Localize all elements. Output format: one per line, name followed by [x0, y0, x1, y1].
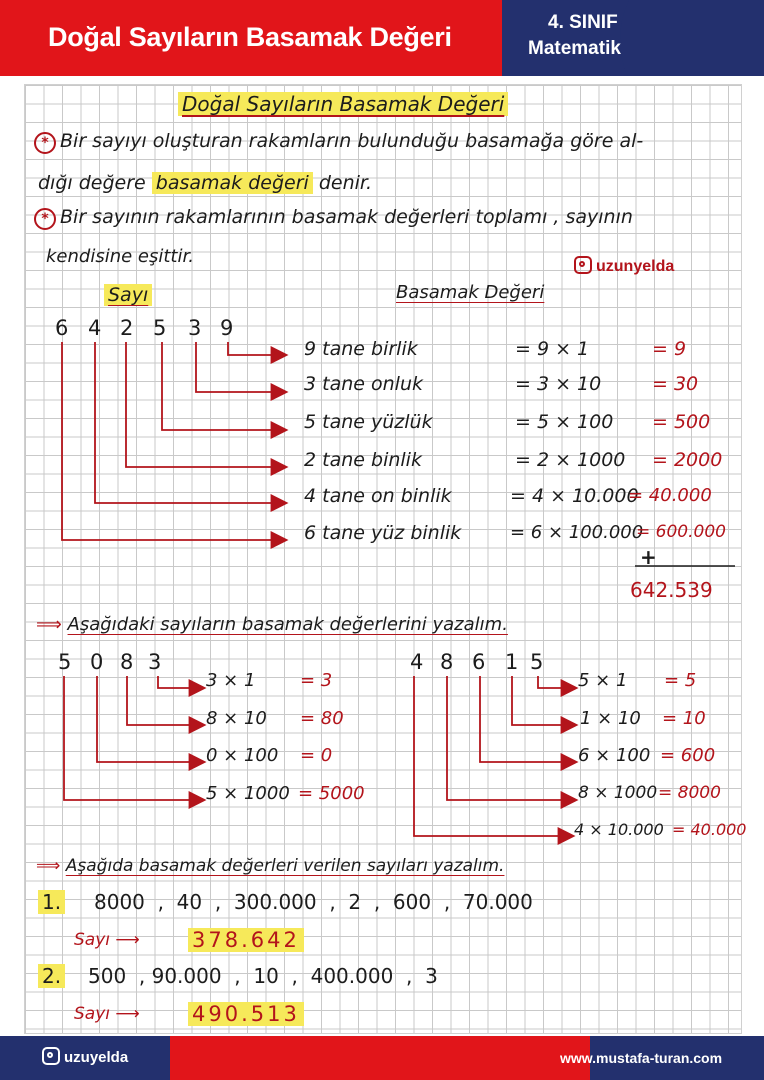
instagram-handle-text: uzunyelda [596, 258, 675, 275]
example-digit: 4 [88, 316, 102, 340]
left-row-value: = 0 [300, 745, 333, 766]
row-place: onluk [371, 373, 424, 395]
question-1-number: 1. [38, 890, 65, 914]
row-word: tane [322, 485, 365, 507]
rule-1-text-a: Bir sayıyı oluşturan rakamların bulunduğu basamağa göre al- [60, 130, 644, 152]
question-2-label [38, 964, 65, 988]
footer-handle[interactable] [42, 1047, 128, 1066]
asterisk-icon: * [34, 132, 56, 154]
row-place: binlik [371, 449, 422, 471]
rule-2-text-a: Bir sayının rakamlarının basamak değerleri toplamı , sayının [60, 206, 633, 228]
section-2-title-text: Aşağıdaki sayıların basamak değerlerini yazalım. [67, 614, 508, 635]
notebook-heading [178, 92, 508, 116]
sum-total: 642.539 [630, 578, 713, 602]
row-expression: = 4 × 10.000 [510, 485, 639, 507]
example-digit: 5 [153, 316, 167, 340]
example-row [304, 522, 461, 544]
example-row [304, 411, 433, 433]
row-word: tane [322, 449, 365, 471]
grade-label: 4. SINIF [548, 12, 618, 33]
answer-label: Sayı [74, 930, 110, 950]
question-1-answer [188, 928, 304, 952]
rule-2-line-2: kendisine eşittir. [46, 246, 194, 267]
instagram-icon [574, 256, 592, 274]
plus-sign: + [640, 545, 657, 569]
left-row-value: = 5000 [298, 783, 365, 804]
row-word: tane [322, 373, 365, 395]
footer-stripe [170, 1036, 590, 1080]
section-3-title-text: Aşağıda basamak değerleri verilen sayıları yazalım. [65, 856, 505, 876]
row-value: = 500 [652, 411, 711, 433]
question-1-answer-text: 378.642 [188, 928, 304, 952]
right-digit: 6 [472, 650, 486, 674]
left-row-expression: 3 × 1 [206, 670, 256, 691]
example-digit: 6 [55, 316, 69, 340]
rule-1-text-b-pre: dığı değere [38, 172, 146, 194]
row-value: = 40.000 [628, 485, 712, 506]
row-place: yüzlük [371, 411, 433, 433]
right-row-expression: 4 × 10.000 [574, 820, 664, 839]
instagram-icon [42, 1047, 60, 1065]
right-row-value: = 5 [664, 670, 697, 691]
question-2-number: 2. [38, 964, 65, 988]
section-3-title [36, 856, 504, 876]
row-count: 3 [304, 373, 317, 395]
row-count: 5 [304, 411, 317, 433]
row-expression: = 2 × 1000 [515, 449, 626, 471]
row-value: = 30 [652, 373, 699, 395]
right-row-value: = 8000 [658, 783, 721, 803]
example-digit: 2 [120, 316, 134, 340]
section-2-title [36, 614, 508, 635]
arrow-icon: ⟹ [36, 856, 61, 876]
right-row-expression: 6 × 100 [578, 745, 651, 766]
row-expression: = 3 × 10 [515, 373, 602, 395]
question-2-answer-row [74, 1004, 140, 1024]
asterisk-icon: * [34, 208, 56, 230]
left-row-value: = 80 [300, 708, 344, 729]
row-count: 9 [304, 338, 317, 360]
row-expression: = 5 × 100 [515, 411, 614, 433]
row-word: tane [322, 338, 365, 360]
left-row-expression: 8 × 10 [206, 708, 267, 729]
row-count: 2 [304, 449, 317, 471]
notebook-heading-text: Doğal Sayıların Basamak Değeri [178, 92, 508, 116]
arrow-icon: ⟹ [36, 614, 62, 635]
question-2-answer [188, 1002, 304, 1026]
question-2-values: 500 , 90.000 , 10 , 400.000 , 3 [88, 964, 438, 988]
left-digit: 8 [120, 650, 134, 674]
row-expression: = 9 × 1 [515, 338, 590, 360]
row-word: tane [322, 411, 365, 433]
rule-2-line-1 [34, 206, 633, 230]
rule-1-text-b-post: denir. [318, 172, 373, 194]
question-2-answer-text: 490.513 [188, 1002, 304, 1026]
right-row-value: = 10 [662, 708, 706, 729]
left-row-value: = 3 [300, 670, 333, 691]
grade-badge-curve [620, 0, 764, 76]
row-value: = 9 [652, 338, 687, 360]
right-row-value: = 600 [660, 745, 716, 766]
right-row-expression: 1 × 10 [580, 708, 641, 729]
example-row [304, 449, 422, 471]
column-header-basamak-text: Basamak Değeri [396, 282, 545, 303]
arrow-right-icon: ⟶ [115, 930, 140, 950]
row-place: yüz binlik [371, 522, 462, 544]
instagram-handle [574, 256, 674, 276]
rule-1-line-2 [38, 172, 372, 194]
left-row-expression: 0 × 100 [206, 745, 279, 766]
left-digit: 3 [148, 650, 162, 674]
answer-label: Sayı [74, 1004, 110, 1024]
footer-handle-text: uzuyelda [64, 1049, 129, 1066]
example-row [304, 485, 452, 507]
right-row-value: = 40.000 [672, 820, 747, 839]
arrow-right-icon: ⟶ [115, 1004, 140, 1024]
column-header-sayi [104, 284, 152, 306]
rule-1-term: basamak değeri [152, 172, 313, 194]
page-title: Doğal Sayıların Basamak Değeri [48, 22, 452, 52]
right-digit: 8 [440, 650, 454, 674]
row-word: tane [322, 522, 365, 544]
example-row [304, 373, 423, 395]
question-1-answer-row [74, 930, 140, 950]
column-header-sayi-text: Sayı [104, 284, 152, 306]
example-digit: 9 [220, 316, 234, 340]
example-row [304, 338, 418, 360]
right-digit: 5 [530, 650, 544, 674]
right-digit: 1 [505, 650, 519, 674]
footer-website-link[interactable]: www.mustafa-turan.com [560, 1050, 723, 1066]
example-digit: 3 [188, 316, 202, 340]
question-1-label [38, 890, 65, 914]
row-value: = 600.000 [636, 522, 726, 542]
left-row-expression: 5 × 1000 [206, 783, 290, 804]
row-value: = 2000 [652, 449, 723, 471]
right-digit: 4 [410, 650, 424, 674]
left-digit: 0 [90, 650, 104, 674]
right-row-expression: 5 × 1 [578, 670, 628, 691]
left-digit: 5 [58, 650, 72, 674]
subject-label: Matematik [528, 38, 621, 59]
row-count: 4 [304, 485, 317, 507]
row-place: birlik [371, 338, 418, 360]
row-count: 6 [304, 522, 317, 544]
right-row-expression: 8 × 1000 [578, 783, 658, 803]
rule-1-line-1 [34, 130, 643, 154]
row-expression: = 6 × 100.000 [510, 522, 644, 543]
question-1-values: 8000 , 40 , 300.000 , 2 , 600 , 70.000 [94, 890, 533, 914]
column-header-basamak [396, 282, 544, 303]
row-place: on binlik [371, 485, 452, 507]
